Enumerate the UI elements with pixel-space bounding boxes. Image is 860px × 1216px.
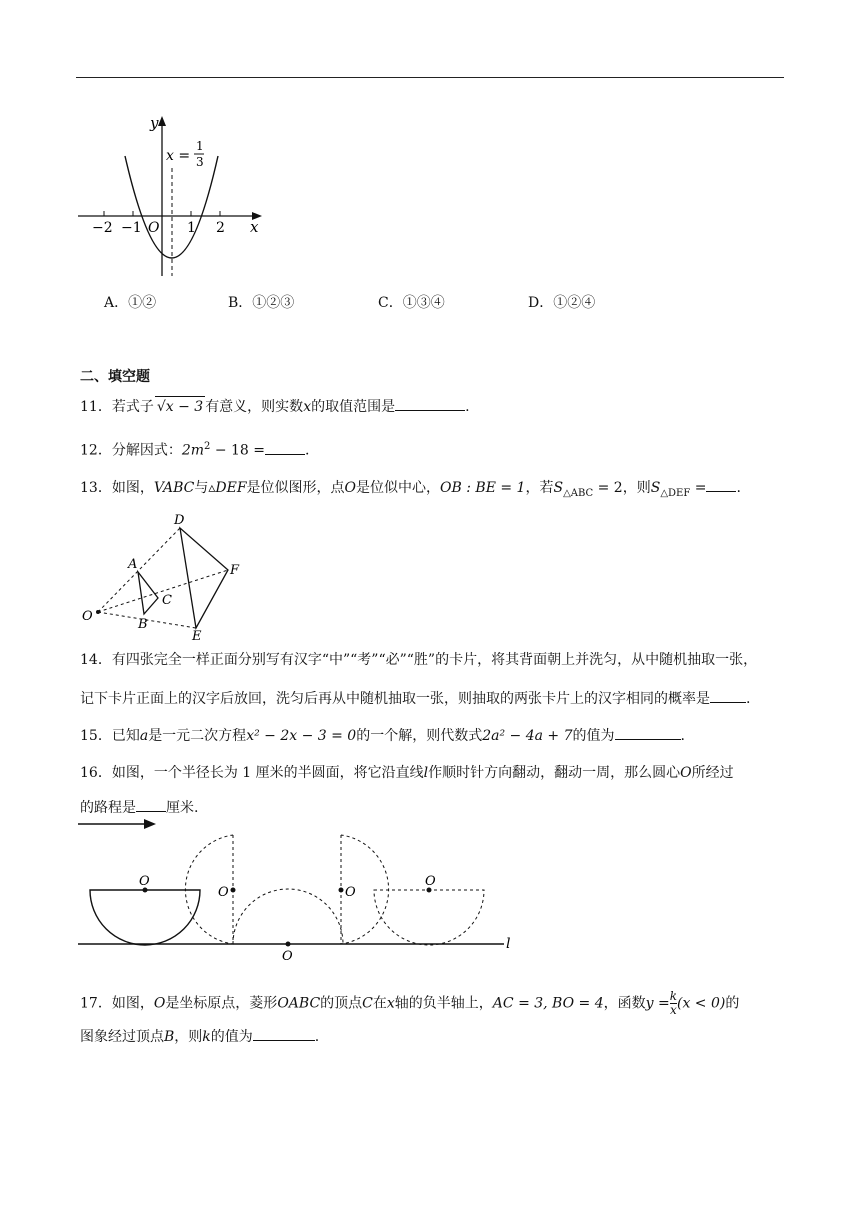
question-15: 15．已知a是一元二次方程x² − 2x − 3 = 0的一个解，则代数式2a² − 4a + 7的值为 .: [80, 725, 685, 746]
tick-label: −1: [121, 220, 142, 236]
line-l-label: l: [506, 936, 511, 952]
x-axis-label: x: [250, 218, 259, 236]
label-d: D: [174, 513, 185, 528]
question-12: 12．分解因式：$2m^2 - 18$ = .: [80, 441, 310, 459]
axis-frac-num: 1: [196, 139, 204, 153]
tick-label: 2: [216, 220, 225, 236]
question-17-line2: 图象经过顶点B，则k的值为 .: [80, 1026, 319, 1047]
question-14-line1: 14．有四张完全一样正面分别写有汉字“中”“考”“必”“胜”的卡片，将其背面朝上并洗匀，从中随机抽取一张，: [80, 652, 758, 668]
center-o-label: O: [282, 949, 293, 962]
answer-blank[interactable]: [395, 396, 465, 411]
answer-blank[interactable]: [265, 440, 305, 455]
section-title: 二、填空题: [80, 369, 150, 385]
question-16-line1: 16．如图，一个半径长为 1 厘米的半圆面，将它沿直线l作顺时针方向翻动，翻动一周，那么圆心O所经过: [80, 765, 734, 781]
answer-blank[interactable]: [136, 797, 166, 812]
question-11: 11．若式子 √x − 3 有意义，则实数x的取值范围是 .: [80, 396, 470, 417]
question-14-line2: 记下卡片正面上的汉字后放回，洗匀后再从中随机抽取一张，则抽取的两张卡片上的汉字相同的概率是 .: [80, 688, 750, 709]
tick-label: 1: [187, 220, 196, 236]
header-rule: [76, 77, 784, 78]
label-o: O: [82, 609, 93, 624]
y-axis-label: y: [150, 114, 159, 132]
question-17-line1: 17．如图，O是坐标原点，菱形OABC的顶点C在x轴的负半轴上，AC = 3, BO = 4，函数y = $\frac{k}{x}$ (x < 0)的: [80, 989, 740, 1017]
similar-figures: [78, 512, 258, 642]
label-b: B: [138, 617, 148, 632]
answer-blank[interactable]: [615, 725, 681, 740]
option-c: C．①③④: [378, 295, 445, 311]
answer-blank[interactable]: [253, 1026, 315, 1041]
tick-label: −2: [92, 220, 113, 236]
question-13: 13．如图，VABC与▵DEF是位似图形，点O是位似中心，OB : BE = 1，若$S_{\triangle ABC} = 2$，则$S_{\triangle DEF}$ = .: [80, 477, 741, 504]
label-c: C: [162, 593, 172, 608]
parabola-figure: [70, 110, 270, 280]
option-b: B．①②③: [228, 295, 295, 311]
label-a: A: [128, 557, 138, 572]
label-e: E: [192, 629, 202, 642]
answer-blank[interactable]: [706, 477, 736, 492]
center-o-label: O: [218, 885, 229, 900]
center-o-label: O: [139, 874, 150, 889]
axis-line-label: x =: [166, 148, 191, 164]
option-d: D．①②④: [528, 295, 596, 311]
option-a: A．①②: [104, 295, 157, 311]
rolling-semicircle-figure: [76, 812, 526, 962]
axis-frac-den: 3: [196, 155, 204, 169]
answer-blank[interactable]: [710, 688, 746, 703]
origin-label: O: [148, 220, 160, 236]
question-16-line2: 的路程是 厘米.: [80, 797, 198, 818]
center-o-label: O: [345, 885, 356, 900]
label-f: F: [230, 563, 240, 578]
center-o-label: O: [425, 874, 436, 889]
